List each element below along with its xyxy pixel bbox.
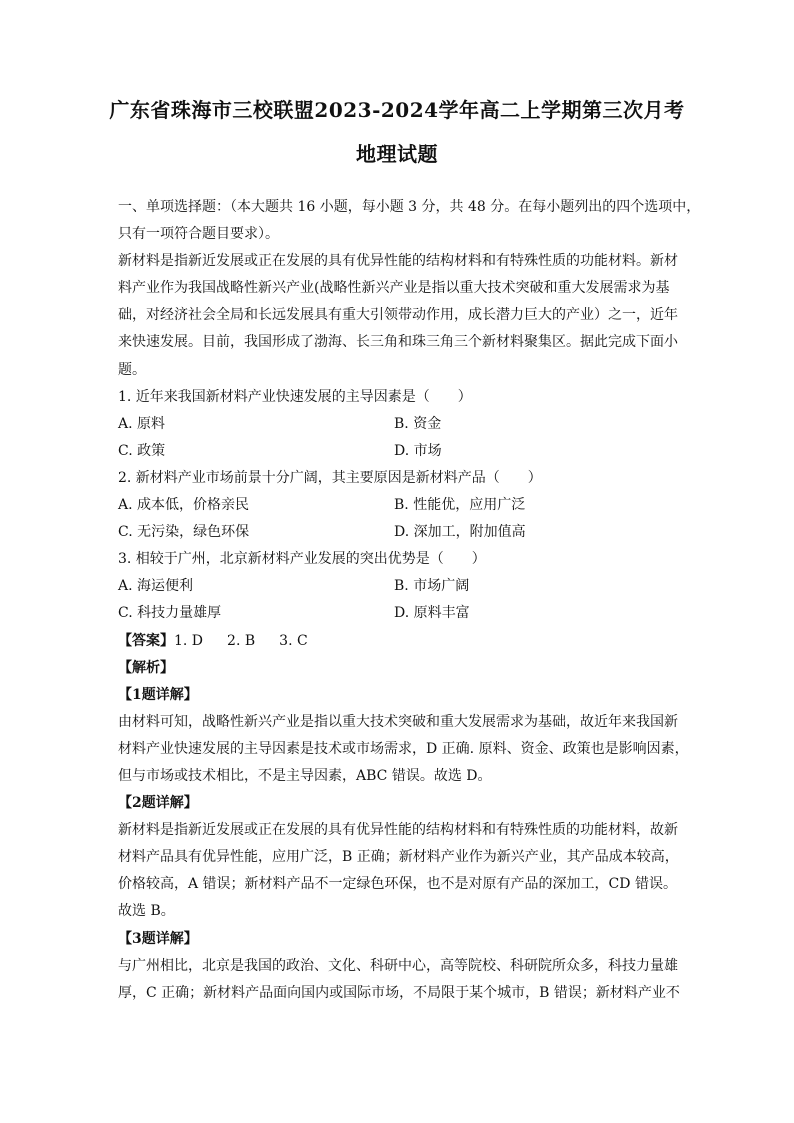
q1-analysis-label: 【1题详解】 [118, 686, 198, 703]
option-d: D. 深加工，附加值高 [394, 524, 526, 541]
option-a: A. 原料 [118, 415, 166, 432]
option-a: A. 成本低，价格亲民 [118, 497, 250, 514]
option-row [118, 438, 678, 465]
analysis-line: 故选 B。 [118, 903, 175, 920]
passage-line: 料产业作为我国战略性新兴产业(战略性新兴产业是指以重大技术突破和重大发展需求为基 [118, 280, 670, 297]
q2-analysis-label: 【2题详解】 [118, 795, 198, 812]
question-stem: 1. 近年来我国新材料产业快速发展的主导因素是（ ） [118, 388, 472, 405]
document-title: 广东省珠海市三校联盟2023-2024学年高二上学期第三次月考 [109, 98, 685, 122]
option-b: B. 市场广阔 [394, 578, 470, 595]
option-d: D. 市场 [394, 442, 442, 459]
passage-line: 础，对经济社会全局和长远发展具有重大引领带动作用，成长潜力巨大的产业）之一，近年 [118, 307, 678, 324]
q3-analysis-label: 【3题详解】 [118, 930, 198, 947]
analysis-line: 材料产品具有优异性能，应用广泛，B 正确；新材料产业作为新兴产业，其产品成本较高， [118, 849, 679, 866]
option-a: A. 海运便利 [118, 578, 194, 595]
analysis-line: 材料产业快速发展的主导因素是技术或市场需求，D 正确. 原料、资金、政策也是影响因素， [118, 740, 689, 757]
analysis-line: 价格较高，A 错误；新材料产品不一定绿色环保，也不是对原有产品的深加工，CD 错误。 [118, 876, 677, 893]
document-subtitle: 地理试题 [356, 142, 438, 166]
analysis-label: 【解析】 [118, 659, 174, 676]
answer-3: 3. C [279, 632, 308, 649]
answer-2: 2. B [227, 632, 256, 649]
option-d: D. 原料丰富 [394, 605, 470, 622]
answer-label: 【答案】 [118, 632, 174, 649]
analysis-line: 厚，C 正确；新材料产品面向国内或国际市场，不局限于某个城市，B 错误；新材料产业不 [118, 984, 680, 1001]
passage-line: 新材料是指新近发展或正在发展的具有优异性能的结构材料和有特殊性质的功能材料。新材 [118, 253, 678, 270]
section-instruction: 一、单项选择题：（本大题共 16 小题，每小题 3 分，共 48 分。在每小题列出的四个选项中， [118, 199, 701, 215]
option-c: C. 无污染，绿色环保 [118, 524, 250, 541]
option-row [118, 519, 678, 546]
option-row [118, 573, 678, 600]
document-body [118, 194, 701, 1007]
analysis-line: 由材料可知，战略性新兴产业是指以重大技术突破和重大发展需求为基础，故近年来我国新 [118, 713, 678, 730]
answer-1: 1. D [174, 632, 204, 649]
option-row [118, 411, 678, 438]
option-c: C. 政策 [118, 442, 166, 459]
analysis-line: 与广州相比，北京是我国的政治、文化、科研中心，高等院校、科研院所众多，科技力量雄 [118, 957, 678, 974]
option-row [118, 492, 678, 519]
passage-line: 题。 [118, 361, 146, 378]
passage-line: 来快速发展。目前，我国形成了渤海、长三角和珠三角三个新材料聚集区。据此完成下面小 [118, 334, 678, 351]
answer-row [118, 628, 678, 655]
analysis-line: 新材料是指新近发展或正在发展的具有优异性能的结构材料和有特殊性质的功能材料，故新 [118, 822, 678, 839]
section-instruction: 只有一项符合题目要求）。 [118, 226, 279, 243]
analysis-line: 但与市场或技术相比，不是主导因素，ABC 错误。故选 D。 [118, 767, 492, 784]
option-row [118, 600, 678, 627]
option-b: B. 性能优，应用广泛 [394, 497, 526, 514]
option-b: B. 资金 [394, 415, 442, 432]
question-stem: 3. 相较于广州，北京新材料产业发展的突出优势是（ ） [118, 551, 486, 568]
option-c: C. 科技力量雄厚 [118, 605, 222, 622]
question-stem: 2. 新材料产业市场前景十分广阔，其主要原因是新材料产品（ ） [118, 469, 542, 486]
